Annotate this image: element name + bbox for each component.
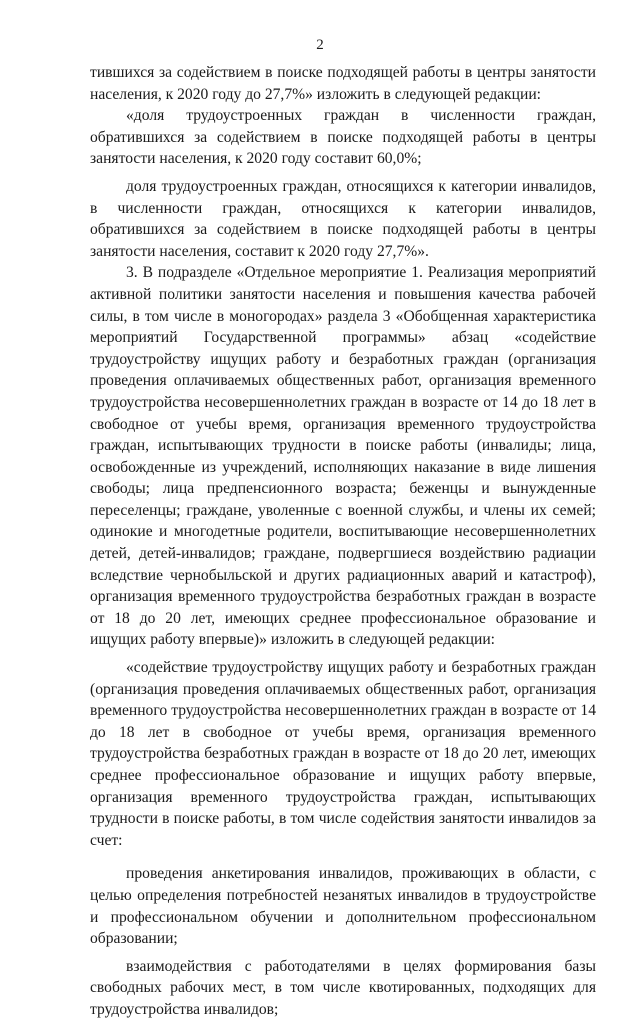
document-body xyxy=(90,62,596,1021)
paragraph-employers-interaction: взаимодействия с работодателями в целях формирования базы свободных рабочих мест, в том числе квотированных, подходящих для трудоустройства инвалидов; xyxy=(90,957,596,1018)
paragraph-quote-employment-assistance: «содействие трудоустройству ищущих работу и безработных граждан (организация проведения оплачиваемых общественных работ, организация временного трудоустройства несовершеннолетних граждан в возрасте от 14 до 18 лет в свободное от учебы время, организация временного трудоустройства безработных граждан в возрасте от 18 до 20 лет, имеющих среднее профессиональное образование и ищущих работу впервые, организация временного трудоустройства граждан, испытывающих трудности в поиске работы, в том числе содействия занятости инвалидов за счет: xyxy=(90,659,596,849)
paragraph-item-3: 3. В подразделе «Отдельное мероприятие 1. Реализация мероприятий активной политики занятости населения и повышения качества рабочей силы, в том числе в моногородах» раздела 3 «Обобщенная характеристика мероприятий Государственной программы» абзац «содействие трудоустройству ищущих работу и безработных граждан (организация проведения оплачиваемых общественных работ, организация временного трудоустройства несовершеннолетних граждан в возрасте от 14 до 18 лет в свободное от учебы время, организация временного трудоустройства граждан, испытывающих трудности в поиске работы (инвалиды; лица, освобожденные из учреждений, исполняющих наказание в виде лишения свободы; лица предпенсионного возраста; беженцы и вынужденные переселенцы; граждане, уволенные с военной службы, и члены их семей; одинокие и многодетные родители, воспитывающие несовершеннолетних детей, детей-инвалидов; граждане, подвергшиеся воздействию радиации вследствие чернобыльской и других радиационных аварий и катастроф), организация временного трудоустройства безработных граждан в возрасте от 18 до 20 лет, имеющих среднее профессиональное образование и ищущих работу впервые)» изложить в следующей редакции: xyxy=(90,264,596,649)
paragraph-continuation: тившихся за содействием в поиске подходящей работы в центры занятости населения, к 2020 году до 27,7%» изложить в следующей редакции: xyxy=(90,64,596,103)
page-number: 2 xyxy=(316,37,324,53)
paragraph-survey: проведения анкетирования инвалидов, проживающих в области, с целью определения потребностей незанятых инвалидов в трудоустройстве и профессиональном обучении и дополнительном профессиональном образовании; xyxy=(90,865,596,948)
paragraph-quote-share-employed: «доля трудоустроенных граждан в численности граждан, обратившихся за содействием в поиске подходящей работы в центры занятости населения, к 2020 году составит 60,0%; xyxy=(90,107,596,168)
paragraph-share-disabled-employed: доля трудоустроенных граждан, относящихся к категории инвалидов, в численности граждан, относящихся к категории инвалидов, обратившихся за содействием в поиске подходящей работы в центры занятости населения, составит к 2020 году 27,7%». xyxy=(90,177,596,260)
